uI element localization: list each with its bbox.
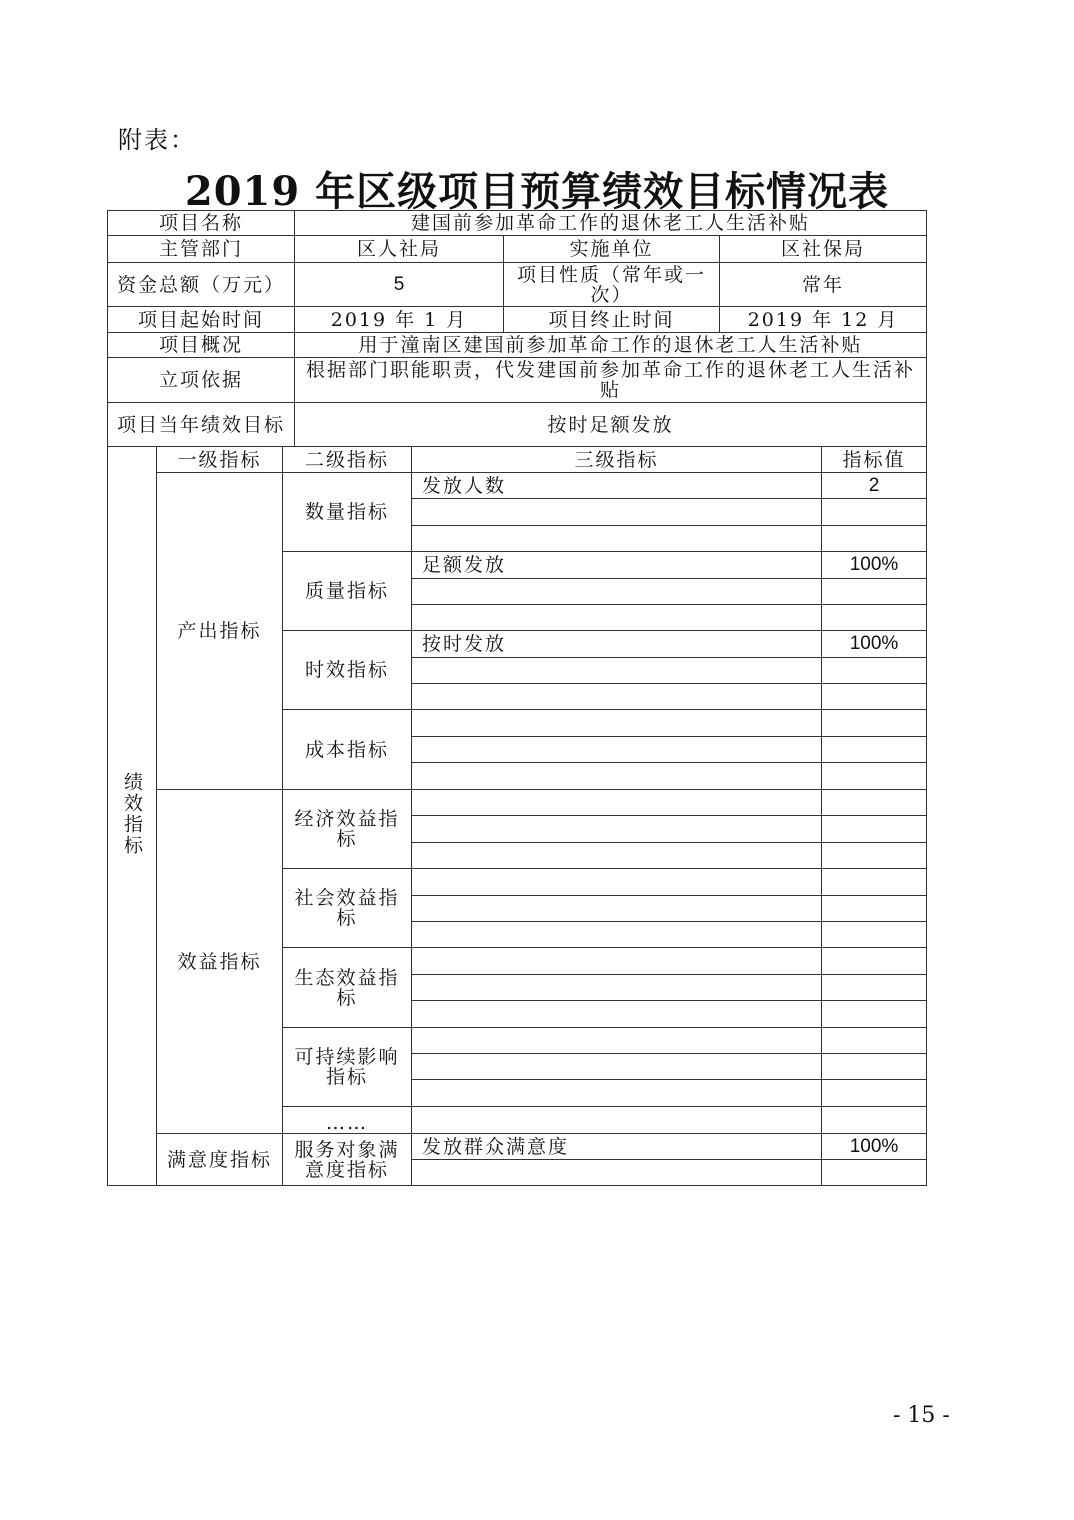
basis-label: 立项依据 (108, 358, 295, 403)
empty-cell (822, 526, 927, 552)
empty-cell (822, 975, 927, 1001)
overview-value: 用于潼南区建国前参加革命工作的退休老工人生活补贴 (295, 333, 927, 358)
empty-cell (822, 605, 927, 631)
start-label: 项目起始时间 (108, 307, 295, 333)
empty-cell (822, 790, 927, 816)
impl-unit-value: 区社保局 (720, 236, 927, 263)
output-label: 产出指标 (157, 473, 283, 790)
quantity-item: 发放人数 (412, 473, 822, 499)
empty-cell (822, 579, 927, 605)
page-number: - 15 - (893, 1403, 950, 1428)
empty-cell (412, 843, 822, 869)
level3-header: 三级指标 (412, 447, 822, 473)
empty-cell (412, 499, 822, 526)
empty-cell (822, 1001, 927, 1028)
nature-value: 常年 (720, 263, 927, 307)
quality-item: 足额发放 (412, 552, 822, 579)
empty-cell (822, 658, 927, 684)
service-item: 发放群众满意度 (412, 1134, 822, 1160)
overview-label: 项目概况 (108, 333, 295, 358)
goal-label: 项目当年绩效目标 (108, 403, 295, 447)
start-value: 2019 年 1 月 (295, 307, 504, 333)
goal-value: 按时足额发放 (295, 403, 927, 447)
timeliness-item: 按时发放 (412, 631, 822, 658)
social-label: 社会效益指标 (283, 869, 412, 948)
empty-cell (822, 922, 927, 948)
dept-label: 主管部门 (108, 236, 295, 263)
empty-cell (822, 1107, 927, 1134)
perf-group-cell (108, 447, 157, 1186)
satisfaction-label: 满意度指标 (157, 1134, 283, 1186)
empty-cell (412, 790, 822, 816)
fund-value: 5 (295, 263, 504, 307)
empty-cell (822, 1028, 927, 1054)
quality-label: 质量指标 (283, 552, 412, 631)
empty-cell (412, 1028, 822, 1054)
empty-cell (822, 499, 927, 526)
empty-cell (412, 869, 822, 896)
empty-cell (412, 684, 822, 710)
empty-cell (412, 710, 822, 737)
basis-value: 根据部门职能职责，代发建国前参加革命工作的退休老工人生活补贴 (295, 358, 927, 403)
empty-cell (822, 763, 927, 790)
empty-cell (412, 605, 822, 631)
empty-cell (412, 948, 822, 975)
empty-cell (822, 684, 927, 710)
dept-value: 区人社局 (295, 236, 504, 263)
empty-cell (412, 763, 822, 790)
performance-target-table (107, 210, 927, 1186)
page-title: 2019 年区级项目预算绩效目标情况表 (184, 168, 890, 215)
quantity-label: 数量指标 (283, 473, 412, 552)
empty-cell (822, 710, 927, 737)
empty-cell (412, 816, 822, 843)
end-label: 项目终止时间 (504, 307, 720, 333)
service-label: 服务对象满意度指标 (283, 1134, 412, 1186)
empty-cell (822, 843, 927, 869)
empty-cell (412, 579, 822, 605)
quality-value: 100% (822, 552, 927, 579)
empty-cell (822, 1080, 927, 1107)
timeliness-label: 时效指标 (283, 631, 412, 710)
quantity-value: 2 (822, 473, 927, 499)
empty-cell (822, 1160, 927, 1186)
empty-cell (822, 896, 927, 922)
empty-cell (412, 526, 822, 552)
service-value: 100% (822, 1134, 927, 1160)
empty-cell (822, 816, 927, 843)
empty-cell (412, 1160, 822, 1186)
fund-label: 资金总额（万元） (108, 263, 295, 307)
empty-cell (412, 737, 822, 763)
nature-label: 项目性质（常年或一次） (504, 263, 720, 307)
project-name-value: 建国前参加革命工作的退休老工人生活补贴 (295, 211, 927, 236)
level2-header: 二级指标 (283, 447, 412, 473)
impl-unit-label: 实施单位 (504, 236, 720, 263)
empty-cell (412, 1107, 822, 1134)
empty-cell (822, 948, 927, 975)
empty-cell (412, 896, 822, 922)
empty-cell (412, 975, 822, 1001)
empty-cell (412, 1080, 822, 1107)
empty-cell (412, 922, 822, 948)
economic-label: 经济效益指标 (283, 790, 412, 869)
benefit-label: 效益指标 (157, 790, 283, 1134)
ellipsis-cell: …… (283, 1107, 412, 1134)
empty-cell (412, 658, 822, 684)
empty-cell (822, 1054, 927, 1080)
attachment-label: 附表： (118, 126, 196, 154)
project-name-label: 项目名称 (108, 211, 295, 236)
end-value: 2019 年 12 月 (720, 307, 927, 333)
ecological-label: 生态效益指标 (283, 948, 412, 1028)
empty-cell (822, 737, 927, 763)
empty-cell (412, 1054, 822, 1080)
sustainable-label: 可持续影响指标 (283, 1028, 412, 1107)
empty-cell (822, 869, 927, 896)
timeliness-value: 100% (822, 631, 927, 658)
level1-header: 一级指标 (157, 447, 283, 473)
perf-group-label: 绩效指标 (121, 772, 143, 856)
value-header: 指标值 (822, 447, 927, 473)
empty-cell (412, 1001, 822, 1028)
cost-label: 成本指标 (283, 710, 412, 790)
